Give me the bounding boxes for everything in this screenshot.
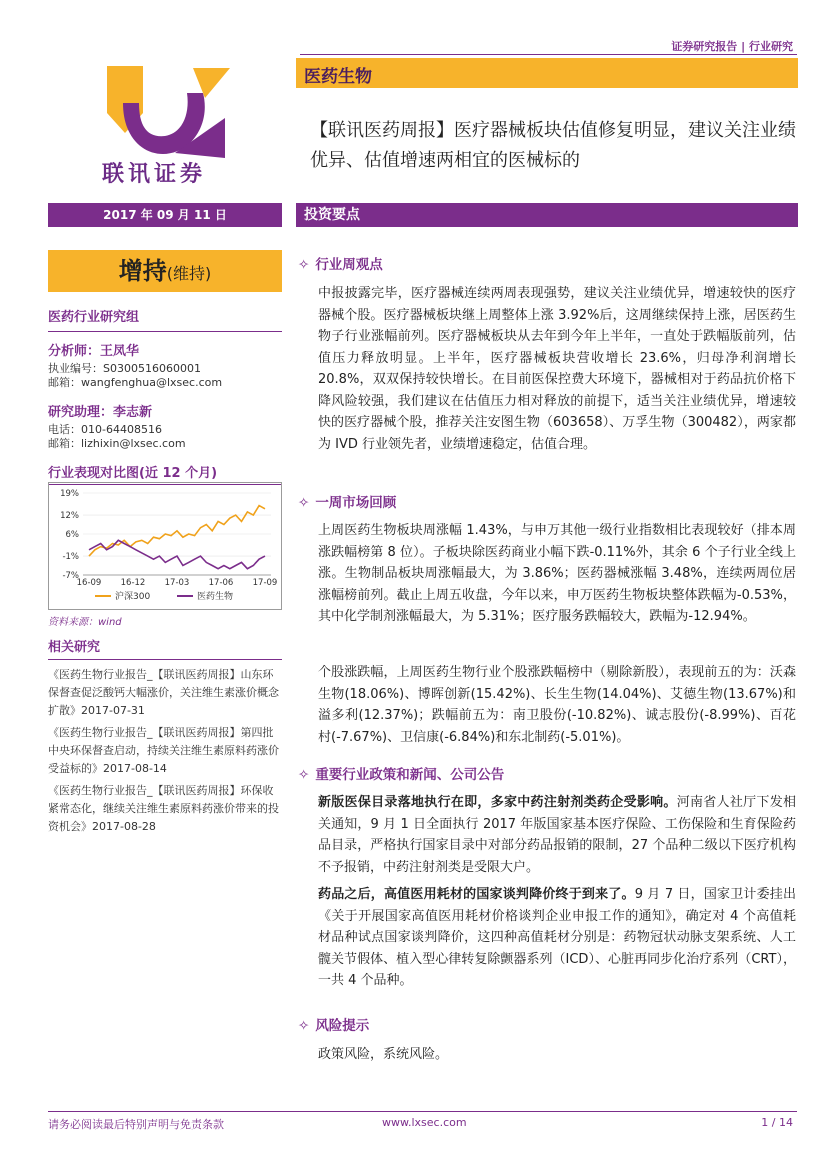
footer-page-number: 1 / 14 [761, 1116, 793, 1129]
chart-ytick-label: 6% [65, 530, 79, 540]
chart-canvas [49, 483, 281, 609]
chart-legend-label: 沪深300 [115, 592, 151, 602]
chart-title: 行业表现对比图(近 12 个月) [48, 462, 282, 485]
report-type-label: 证券研究报告 | 行业研究 [671, 40, 793, 53]
sector-banner: 医药生物 [296, 58, 798, 88]
policy-news-1-body: 河南省人社厅下发相关通知，9 月 1 日全面执行 2017 年版国家基本医疗保险、工伤保险和生育保险药品目录，严格执行国家目录中对部分药品报销的限制，27 个品种二级以下医疗机构不予报销，中药注射剂类是受限大户。 [318, 795, 796, 875]
research-team [48, 306, 282, 332]
performance-chart [48, 482, 282, 610]
chart-xtick-label: 16-09 [76, 578, 102, 588]
report-title: 【联讯医药周报】医疗器械板块估值修复明显，建议关注业绩优异、估值增速两相宜的医械标的 [310, 120, 796, 171]
rating-sub: (维持) [166, 264, 212, 283]
chart-xtick-label: 17-09 [252, 578, 278, 588]
section-heading-policy-news: ✧ 重要行业政策和新闻、公司公告 [298, 767, 505, 783]
risk-text: 政策风险，系统风险。 [318, 1047, 449, 1062]
investment-highlights-header: 投资要点 [296, 203, 798, 227]
rating-badge [48, 250, 282, 292]
report-date: 2017 年 09 月 11 日 [48, 203, 282, 227]
assistant-block [48, 401, 282, 451]
related-item[interactable]: 《医药生物行业报告_【联讯医药周报】环保收紧常态化，继续关注维生素原料药涨价带来的投资机会》2017-08-28 [48, 784, 279, 833]
related-item[interactable]: 《医药生物行业报告_【联讯医药周报】山东环保督查促泛酸钙大幅涨价，关注维生素涨价概念扩散》2017-07-31 [48, 668, 279, 717]
related-heading: 相关研究 [48, 636, 282, 660]
rating-main: 增持 [118, 257, 167, 285]
chart-xtick-label: 16-12 [120, 578, 146, 588]
policy-news-para-2 [318, 884, 796, 992]
footer-disclaimer[interactable]: 请务必阅读最后特别声明与免责条款 [48, 1118, 224, 1131]
chart-xtick-label: 17-06 [208, 578, 234, 588]
market-review-text-2: 个股涨跌幅，上周医药生物行业个股涨跌幅榜中（剔除新股），表现前五的为：沃森生物(18.06%)、博晖创新(15.42%)、长生生物(14.04%)、艾德生物(13.67%)和溢多利(12.37%)；跌幅前五为：南卫股份(-10.82%)、诚志股份(-8.99%)、百花村(-7.67%)、卫信康(-6.84%)和东北制药(-5.01%)。 [318, 665, 796, 745]
assistant-email: 邮箱：lizhixin@lxsec.com [48, 437, 186, 450]
section-heading-market-review: ✧ 一周市场回顾 [298, 495, 397, 511]
chart-ytick-label: -1% [62, 552, 79, 563]
chart-ytick-label: -7% [62, 571, 79, 581]
team-name: 医药行业研究组 [48, 306, 282, 332]
chart-xtick-label: 17-03 [164, 578, 190, 588]
company-logo-text: 联讯证券 [102, 161, 207, 187]
chart-legend-label: 医药生物 [197, 592, 234, 602]
analyst-heading: 分析师：王凤华 [48, 344, 140, 359]
chart-series-line [89, 540, 265, 568]
assistant-heading: 研究助理：李志新 [48, 405, 153, 420]
related-research [48, 636, 282, 840]
analyst-email: 邮箱：wangfenghua@lxsec.com [48, 376, 223, 389]
chart-ytick-label: 19% [60, 489, 79, 499]
diamond-icon: ✧ [298, 257, 310, 273]
analyst-license: 执业编号：S0300516060001 [48, 362, 201, 375]
footer-rule [48, 1111, 797, 1112]
analyst-block [48, 340, 282, 390]
policy-news-2-body: 9 月 7 日，国家卫计委挂出《关于开展国家高值医用耗材价格谈判企业申报工作的通知》，确定对 4 个高值耗材品种试点国家谈判降价，这四种高值耗材分别是：药物冠状动脉支架系统、人工髋关节假体、植入型心律转复除颤器系列（ICD）、心脏再同步化治疗系列（CRT），一共 4 个品种。 [318, 887, 796, 988]
policy-news-1-lead: 新版医保目录落地执行在即，多家中药注射剂类药企受影响。 [318, 795, 677, 810]
diamond-icon: ✧ [298, 1018, 310, 1034]
chart-ytick-label: 12% [60, 511, 79, 522]
diamond-icon: ✧ [298, 495, 310, 511]
policy-news-2-lead: 药品之后，高值医用耗材的国家谈判降价终于到来了。 [318, 887, 635, 902]
market-review-text-1: 上周医药生物板块周涨幅 1.43%，与申万其他一级行业指数相比表现较好（排本周涨跌幅榜第 8 位）。子板块除医药商业小幅下跌-0.11%外，其余 6 个子行业全线上涨。生物制品板块周涨幅最大，为 3.86%；医药器械涨幅 3.48%，连续两周位居涨幅榜前列。截止上周五收盘，今年以来，申万医药生物板块整体跌幅为-0.53%，其中化学制剂涨幅最大，为 5.31%；医疗服务跌幅较大，跌幅为-12.94%。 [318, 523, 796, 624]
header-rule [300, 54, 797, 55]
section-heading-industry-view: ✧ 行业周观点 [298, 257, 383, 273]
industry-view-text: 中报披露完毕，医疗器械连续两周表现强势，建议关注业绩优异，增速较快的医疗器械个股。医疗器械板块继上周整体上涨 3.92%后，这周继续保持上涨，居医药生物子行业涨幅前列。医疗器械板块从去年到今年上半年，一直处于跌幅版前列，估值压力释放明显。上半年，医疗器械板块营收增长 23.6%，归母净利润增长 20.8%，双双保持较快增长。在目前医保控费大环境下，器械相对于药品抗价格下降风险较强，我们建议在估值压力相对释放的前提下，适当关注业绩优异，增速较快的医疗器械个股，推荐关注安图生物（603658）、万孚生物（300482），两家都为 IVD 行业领先者，业绩增速稳定，估值合理。 [318, 286, 796, 452]
section-heading-risk: ✧ 风险提示 [298, 1018, 370, 1034]
diamond-icon: ✧ [298, 767, 310, 783]
chart-series-line [89, 506, 265, 556]
policy-news-para-1 [318, 792, 796, 878]
assistant-phone: 电话：010-64408516 [48, 423, 162, 436]
footer-website[interactable]: www.lxsec.com [382, 1116, 467, 1129]
chart-source: 资料来源：wind [48, 617, 122, 628]
related-item[interactable]: 《医药生物行业报告_【联讯医药周报】第四批中央环保督查启动，持续关注维生素原料药涨价受益标的》2017-08-14 [48, 726, 279, 775]
